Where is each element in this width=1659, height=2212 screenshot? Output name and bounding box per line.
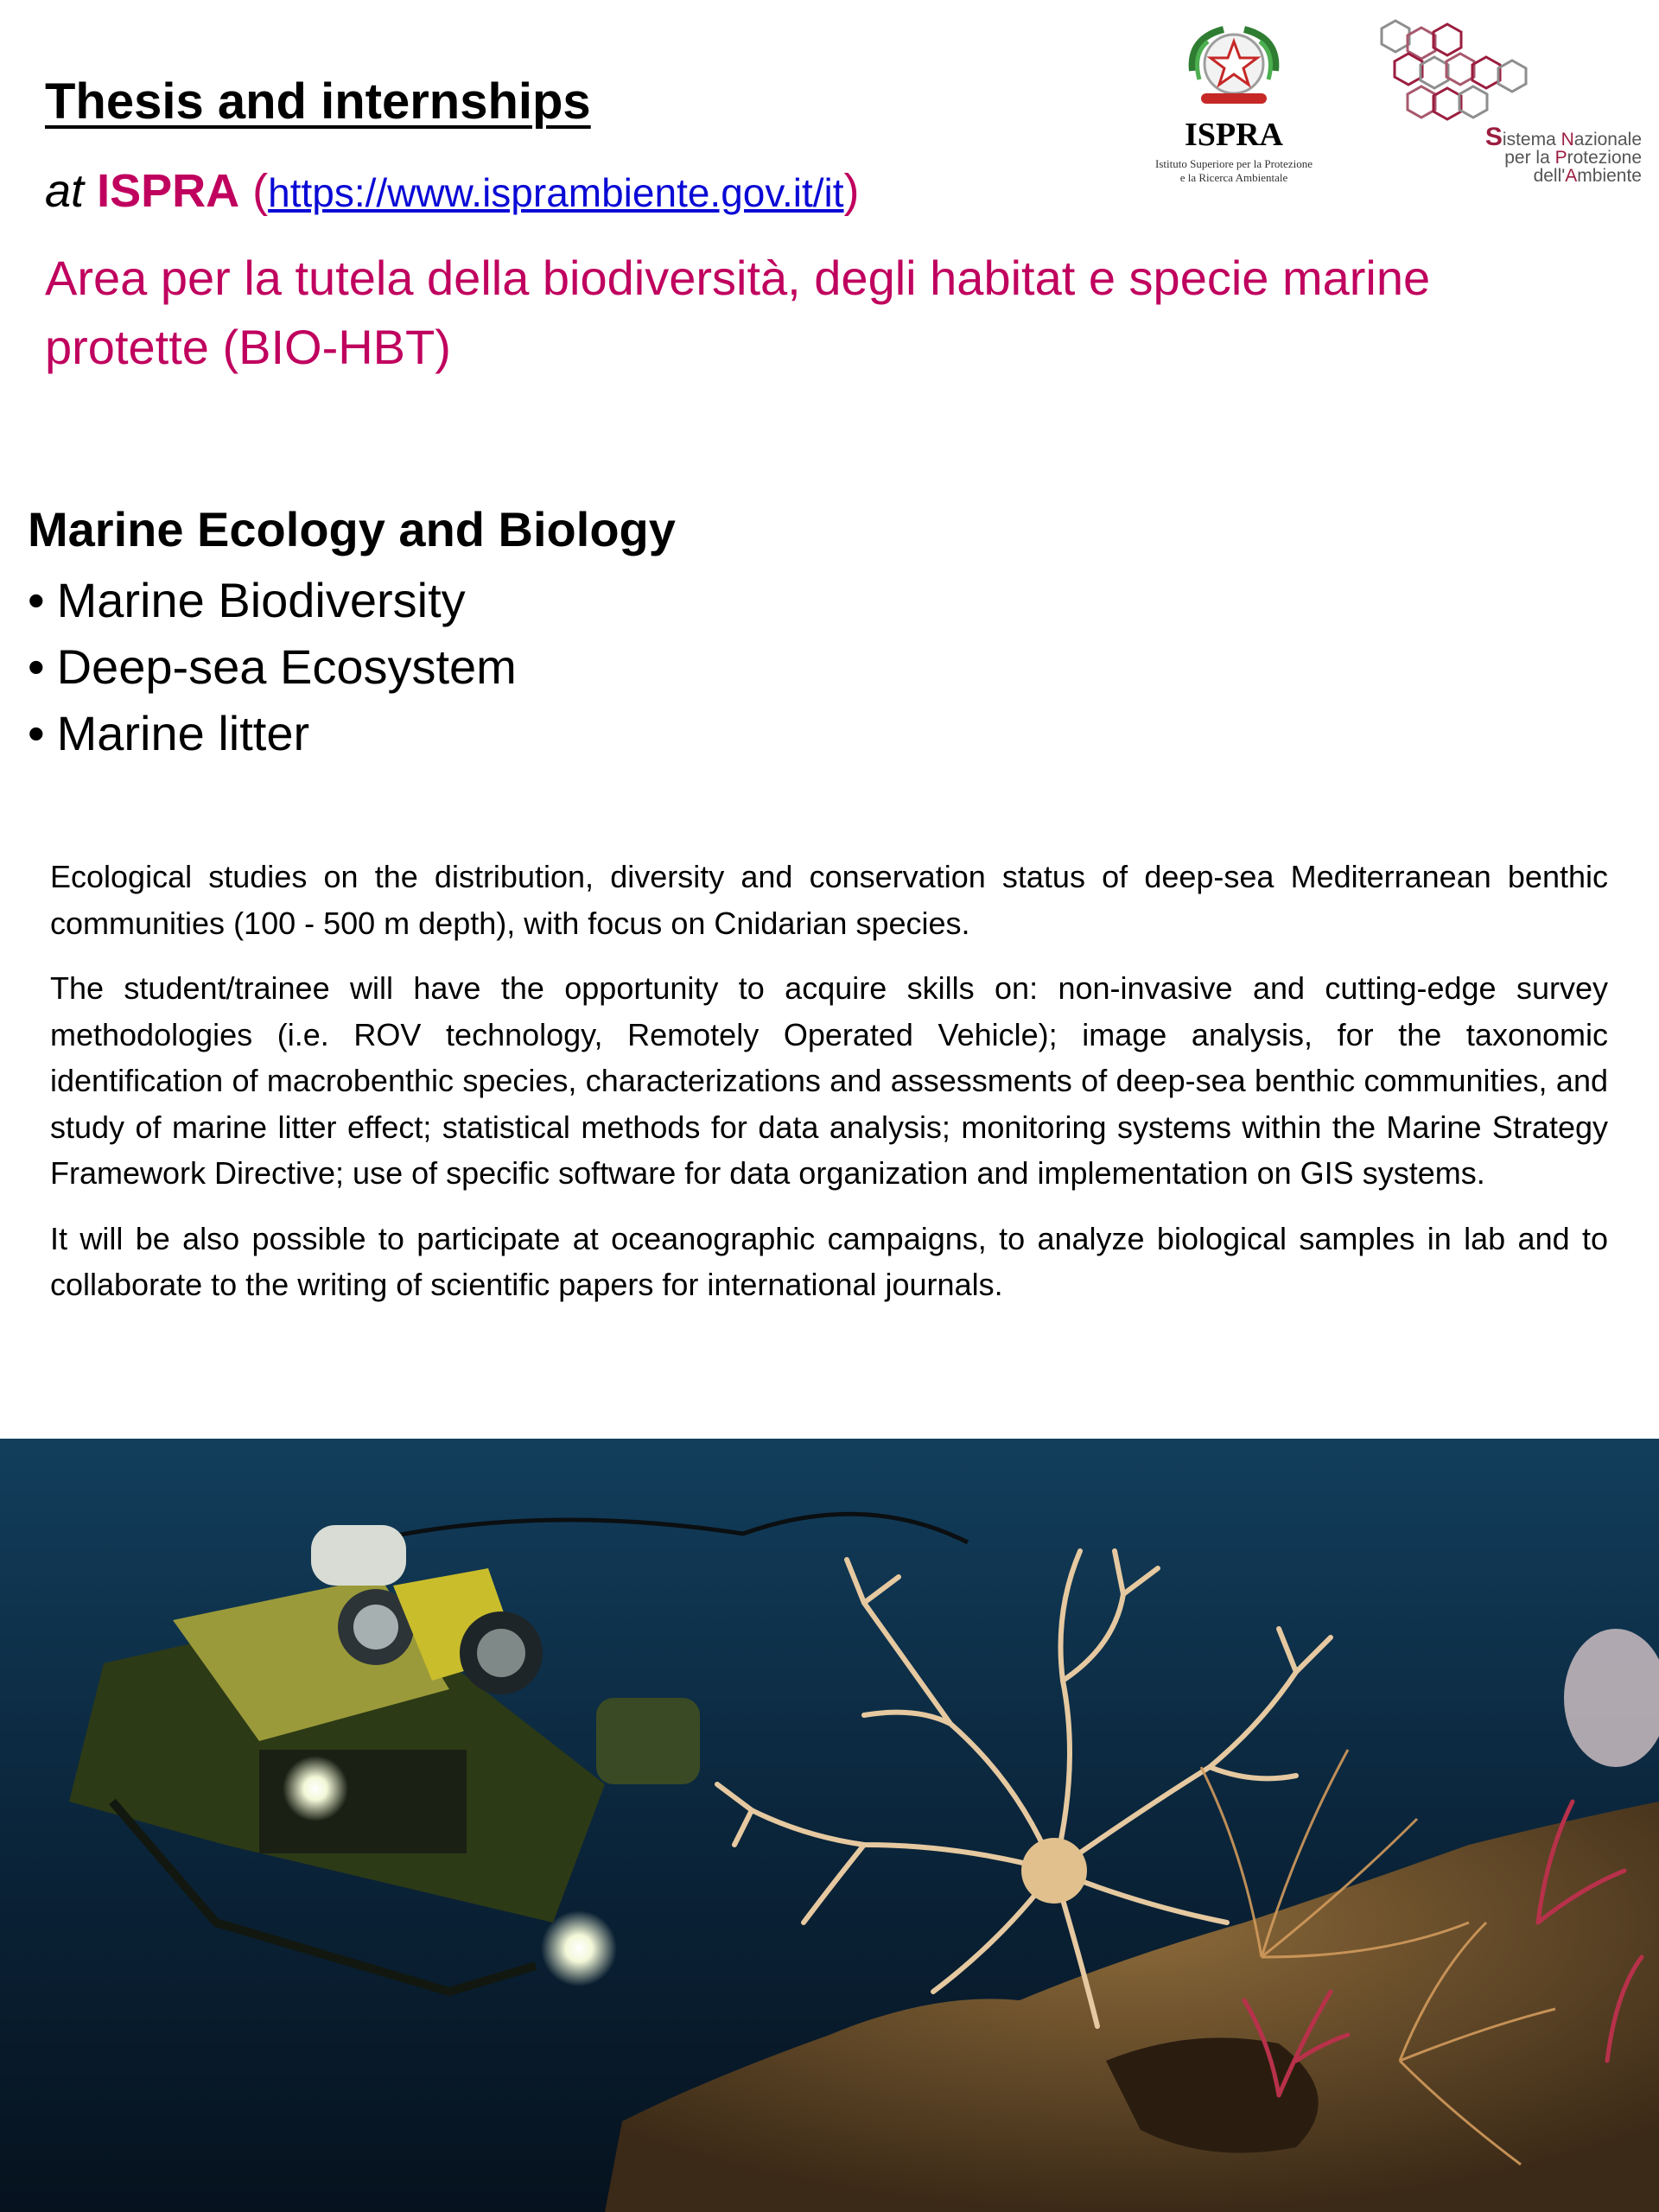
snpa-logo-line1-end: azionale [1573,130,1642,149]
description [50,854,1608,1327]
snpa-logo-line3-end: mbiente [1577,166,1642,186]
subtitle-at: at [45,165,85,217]
snpa-logo-line3-hl: A [1565,166,1578,186]
snpa-logo-line2 [1422,149,1642,167]
ispra-website-link[interactable]: https://www.isprambiente.gov.it/it [268,170,844,215]
snpa-logo [1374,19,1642,192]
snpa-logo-line1-hl: N [1560,130,1574,149]
topic-item-marine-litter: • Marine litter [28,700,517,766]
description-paragraph-1: Ecological studies on the distribution, diversity and conservation status of deep-sea Mediterranean benthic communities (100 - 500 m depth), with focus on Cnidarian species. [50,859,1608,941]
snpa-logo-line2-end: rotezione [1567,148,1642,168]
ispra-logo-subtitle-line2: e la Ricerca Ambientale [1179,171,1288,184]
topic-list [28,567,517,766]
section-title: Marine Ecology and Biology [28,502,676,556]
republic-emblem-icon [1139,19,1329,118]
snpa-logo-line3 [1422,167,1642,185]
subtitle [45,164,860,218]
ispra-logo-subtitle [1139,157,1329,185]
paren-open: ( [252,165,269,217]
rov-and-coral-illustration [0,1439,1659,2212]
basket-star-center [1021,1838,1087,1904]
snpa-logo-text [1422,123,1642,186]
snpa-logo-line2-hl: P [1554,148,1567,168]
hexagon-network-icon [1374,19,1547,131]
area-title: Area per la tutela della biodiversità, degli habitat e specie marine protette (BIO-HBT) [45,251,1431,374]
ispra-logo-name: ISPRA [1184,117,1284,153]
snpa-logo-initial: S [1484,123,1503,151]
snpa-logo-line1 [1422,123,1642,151]
description-paragraph-3: It will be also possible to participate at oceanographic campaigns, to analyze biological samples in lab and to collaborate to the writing of scientific papers for international journals. [50,1220,1608,1302]
topic-item-marine-biodiversity: • Marine Biodiversity [28,567,517,633]
paren-close: ) [843,165,860,217]
topic-item-deep-sea-ecosystem: • Deep-sea Ecosystem [28,633,517,700]
organization-name: ISPRA [97,165,240,217]
snpa-logo-line3-a: dell' [1533,166,1566,186]
ispra-logo [1139,19,1329,192]
ispra-logo-subtitle-line1: Istituto Superiore per la Protezione [1155,157,1313,170]
snpa-logo-line2-a: per la [1504,148,1555,168]
page-title: Thesis and internships [45,73,591,130]
description-paragraph-2: The student/trainee will have the opportunity to acquire skills on: non-invasive and cutting-edge survey methodologies (i.e. ROV technology, Remotely Operated Vehicle); image analysis, for the taxonomic identification of macrobenthic species, characterizations and assessments of deep-sea benthic communities, and study of marine litter effect; statistical methods for data analysis; monitoring systems within the Marine Strategy Framework Directive; use of specific software for data organization and implementation on GIS systems. [50,970,1608,1191]
deep-sea-photo [0,1439,1659,2212]
snpa-logo-line1-rest: istema [1502,130,1561,149]
